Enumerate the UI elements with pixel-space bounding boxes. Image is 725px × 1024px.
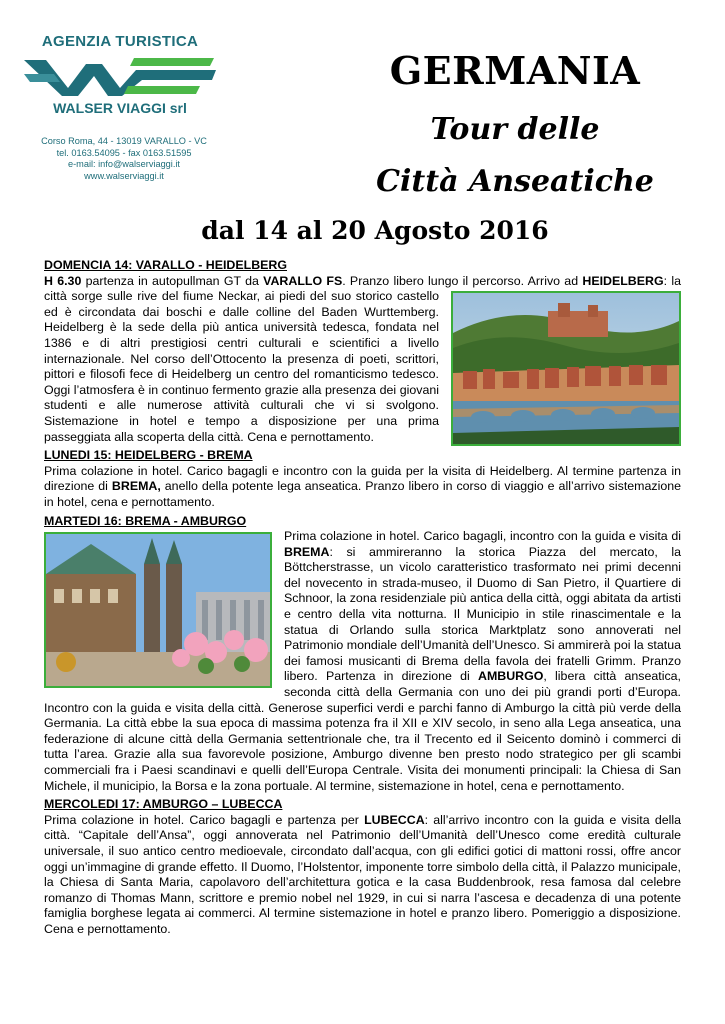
contact-address: Corso Roma, 44 - 13019 VARALLO - VC [41, 136, 207, 146]
day-title: DOMENCIA 14: VARALLO - HEIDELBERG [44, 258, 288, 272]
day-section [44, 514, 681, 795]
day-description: Prima colazione in hotel. Carico bagagli e partenza per LUBECCA: all’arrivo incontro con la guida e visita della città. “Capitale dell’Ansa”, oggi annoverata nel Patrimonio dell’Umanità dell’Unesco come eredità culturale universale, il suo antico centro medioevale, circondato dall’acqua, con gli edifici gotici di mattoni rossi, offre ancor oggi un’immagine di grande effetto. Il Duomo, l’Holstentor, imponente torre simbolo della città, il Palazzo municipale, la Chiesa di Santa Maria, capolavoro dell’architettura gotica e la casa Buddenbrook, resa famosa dal celebre romanzo di Thomas Mann, scrittore e premio nobel nel 1929, in cui si narra l’ascesa e decadenza di una potente famiglia borghese legata ai commerci. Al termine sistemazione in hotel e pranzo libero. Pomeriggio a disposizione. Cena e pernottamento. [44, 812, 681, 936]
contact-website[interactable]: www.walserviaggi.it [84, 170, 164, 181]
day-section [44, 258, 681, 445]
day-section [44, 448, 681, 510]
day-description: Prima colazione in hotel. Carico bagagli, incontro con la guida e visita di BREMA: si ammireranno la storica Piazza del mercato, la Böttcherstrasse, un vicolo caratteristico trasformato nei primi decenni del novecento in strada-museo, il Duomo di San Pietro, il Quartiere di Schnoor, la zona residenziale più antica della città, oggi abitata da artisti e centro della vita notturna. Il Municipio in stile rinascimentale e la statua di Orlando sulla storica Marktplatz sono annoverati nel Patrimonio mondiale dell’Umanità dell’Unesco. Si ammirerà poi la statua dei famosi musicanti di Brema della favola dei fratelli Grimm. Pranzo libero. Partenza in direzione di AMBURGO, libera città anseatica, seconda città della Germania con uno dei più grandi porti d’Europa. Incontro con la guida e visita della città. Generose superfici verdi e parchi fanno di Amburgo la città più verde della Germania. La città ebbe la sua epoca di massima potenza fra il XII e XIV secolo, in seno alla Lega anseatica, una federazione di alcune città della Germania settentrionale che, tra il Trecento ed il Seicento dominò i commerci di tutta l’area. Grazie alla sua favorevole posizione, Amburgo divenne ben presto nodo strategico per gli scambi commerciali fra i Paesi scandinavi e quelli dell’Europa Centrale. Visita dei monumenti principali: la Chiesa di San Michele, il municipio, la Borsa e la zona portuale. Al termine, sistemazione in hotel, cena e pernottamento. [44, 529, 681, 793]
contact-phone: tel. 0163.54095 - fax 0163.51595 [56, 147, 192, 158]
day-description: H 6.30 partenza in autopullman GT da VARALLO FS. Pranzo libero lungo il percorso. Arrivo ad HEIDELBERG : la città sorge sulle rive del fiume Neckar, ai piedi del suo storico castello ed è circondata dai boschi e dalle colline del Baden Wurttemberg. Heidelberg è la sede della più antica università tedesca, fondata nel 1386 e di altri prestigiosi centri culturali e scientifici a livello internazionale. Nel corso dell’Ottocento la presenza di poeti, scrittori, pittori e filosofi fece di Heidelberg un centro del romanticismo tedesco. Oggi l’atmosfera è in continuo fermento grazie alla presenza dei giovani studenti e alle numerose attività culturali che vi si svolgono. Sistemazione in hotel e tempo a disposizione per una prima passeggiata alla scoperta della città. Cena e pernottamento. [44, 274, 681, 446]
contact-email[interactable]: e-mail: info@walserviaggi.it [68, 159, 180, 169]
day-description: Prima colazione in hotel. Carico bagagli e incontro con la guida per la visita di Heidelberg. Al termine partenza in direzione di BREMA, anello della potente lega anseatica. Pranzo libero in corso di viaggio e all’arrivo sistemazione in hotel, cena e pernottamento. [44, 463, 681, 509]
page-subtitle-1: Tour delle [430, 112, 600, 147]
heidelberg-photo [451, 291, 681, 446]
walser-logo-icon [24, 54, 216, 98]
contact-info [24, 136, 224, 182]
day-title: MERCOLEDI 17: AMBURGO – LUBECCA [44, 797, 283, 812]
page-subtitle-2: Città Anseatiche [376, 164, 654, 199]
agency-name: AGENZIA TURISTICA [41, 33, 199, 50]
day-title: LUNEDI 15: HEIDELBERG - BREMA [44, 448, 253, 463]
brema-photo [44, 532, 272, 688]
page-title: GERMANIA [389, 48, 641, 93]
tour-dates: dal 14 al 20 Agosto 2016 [201, 216, 549, 245]
day-section [44, 797, 681, 937]
itinerary [44, 258, 681, 941]
agency-subtitle: WALSER VIAGGI srl [53, 100, 187, 116]
day-title: MARTEDI 16: BREMA - AMBURGO [44, 513, 247, 528]
